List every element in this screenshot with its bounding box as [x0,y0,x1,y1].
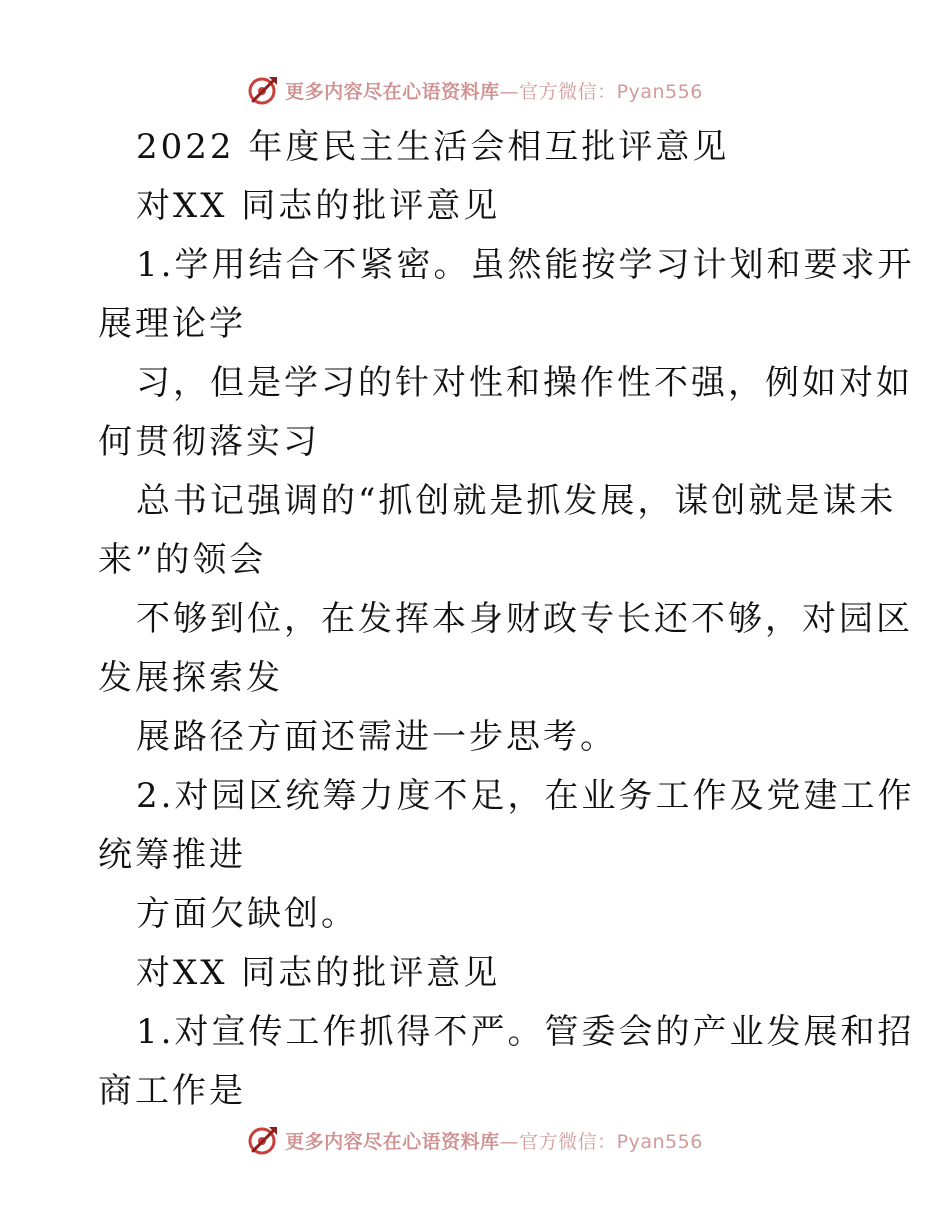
document-line: 1.对宣传工作抓得不严。管委会的产业发展和招 [136,1012,915,1052]
footer-banner-main: 更多内容尽在心语资料库 [285,1130,500,1153]
header-banner-main: 更多内容尽在心语资料库 [285,80,500,103]
document-line: 不够到位，在发挥本身财政专长还不够，对园区 [136,599,913,639]
logo-icon [247,1123,281,1157]
document-line: 对XX 同志的批评意见 [136,953,501,993]
document-line: 习，但是学习的针对性和操作性不强，例如对如 [136,363,913,403]
document-line: 商工作是 [98,1071,246,1111]
document-line: 对XX 同志的批评意见 [136,186,501,226]
document-line: 展理论学 [98,304,246,344]
document-line: 1.学用结合不紧密。虽然能按学习计划和要求开 [136,245,915,285]
header-banner-wechat: —官方微信：Pyan556 [499,80,703,103]
document-line: 总书记强调的“抓创就是抓发展，谋创就是谋未 [136,481,897,521]
footer-banner-wechat: —官方微信：Pyan556 [499,1130,703,1153]
document-body [98,118,915,1121]
document-line: 发展探索发 [98,658,283,698]
document-line: 何贯彻落实习 [98,422,320,462]
document-line: 统筹推进 [98,835,246,875]
document-line: 2022 年度民主生活会相互批评意见 [136,127,730,167]
document-line: 展路径方面还需进一步思考。 [136,717,617,757]
document-line: 2.对园区统筹力度不足，在业务工作及党建工作 [136,776,915,816]
logo-icon [247,73,281,107]
header-watermark-banner [0,70,950,110]
document-line: 来”的领会 [98,540,267,580]
document-line: 方面欠缺创。 [136,894,358,934]
footer-watermark-banner [0,1120,950,1160]
